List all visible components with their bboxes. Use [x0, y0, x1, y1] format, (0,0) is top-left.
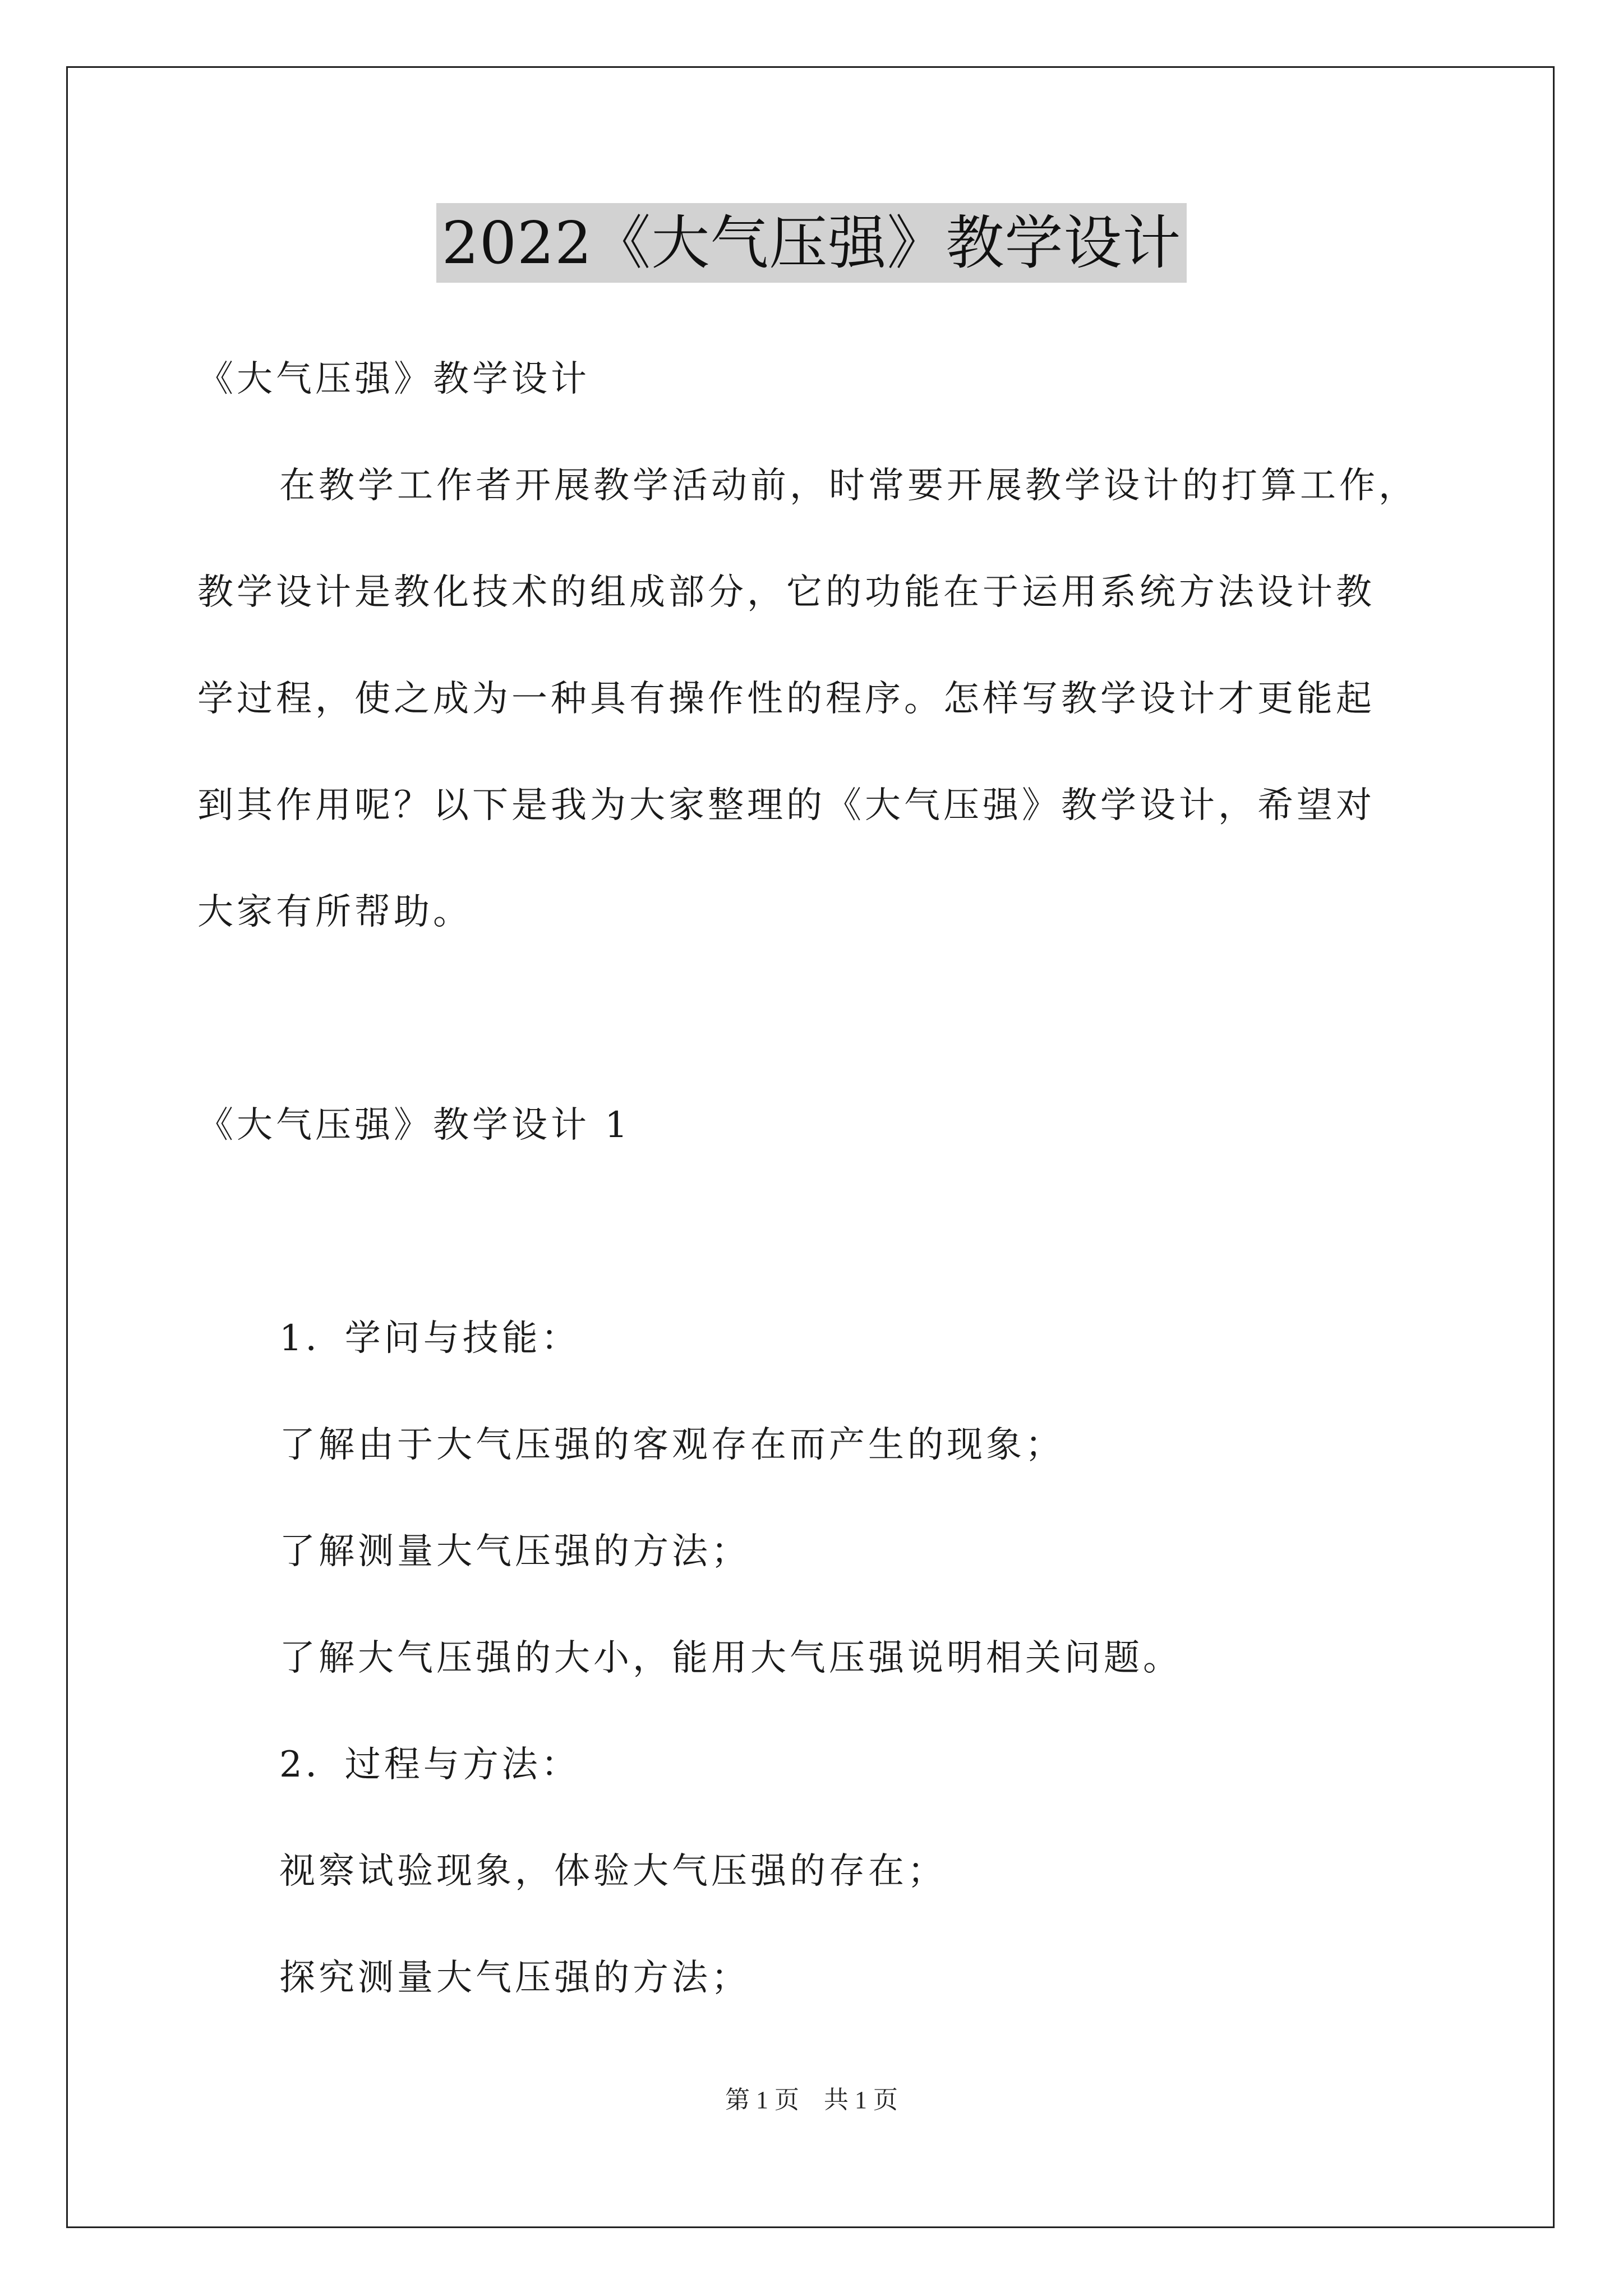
knowledge-item-2: 了解测量大气压强的方法；: [279, 1531, 750, 1572]
process-item-1: 视察试验现象，体验大气压强的存在；: [279, 1851, 947, 1892]
process-item-2: 探究测量大气压强的方法；: [279, 1957, 750, 1999]
document-title: 2022《大气压强》教学设计: [436, 203, 1187, 283]
page-number: 第 1 页: [725, 2086, 799, 2114]
section-heading: 《大气压强》教学设计 1: [197, 1105, 631, 1146]
process-heading: 2．过程与方法：: [279, 1744, 580, 1786]
document-subtitle: 《大气压强》教学设计: [197, 358, 590, 400]
page-total: 共 1 页: [824, 2086, 898, 2114]
intro-line-3: 学过程，使之成为一种具有操作性的程序。怎样写教学设计才更能起: [197, 678, 1375, 720]
page-footer: [0, 2085, 1623, 2116]
intro-line-1: 在教学工作者开展教学活动前，时常要开展教学设计的打算工作，: [279, 465, 1418, 507]
knowledge-heading: 1．学问与技能：: [279, 1318, 580, 1359]
knowledge-item-1: 了解由于大气压强的客观存在而产生的现象；: [279, 1424, 1064, 1466]
intro-line-4: 到其作用呢？以下是我为大家整理的《大气压强》教学设计，希望对: [197, 785, 1375, 826]
intro-line-5: 大家有所帮助。: [197, 891, 472, 933]
intro-line-2: 教学设计是教化技术的组成部分，它的功能在于运用系统方法设计教: [197, 572, 1375, 613]
knowledge-item-3: 了解大气压强的大小，能用大气压强说明相关问题。: [279, 1637, 1182, 1679]
title-container: [0, 203, 1623, 283]
